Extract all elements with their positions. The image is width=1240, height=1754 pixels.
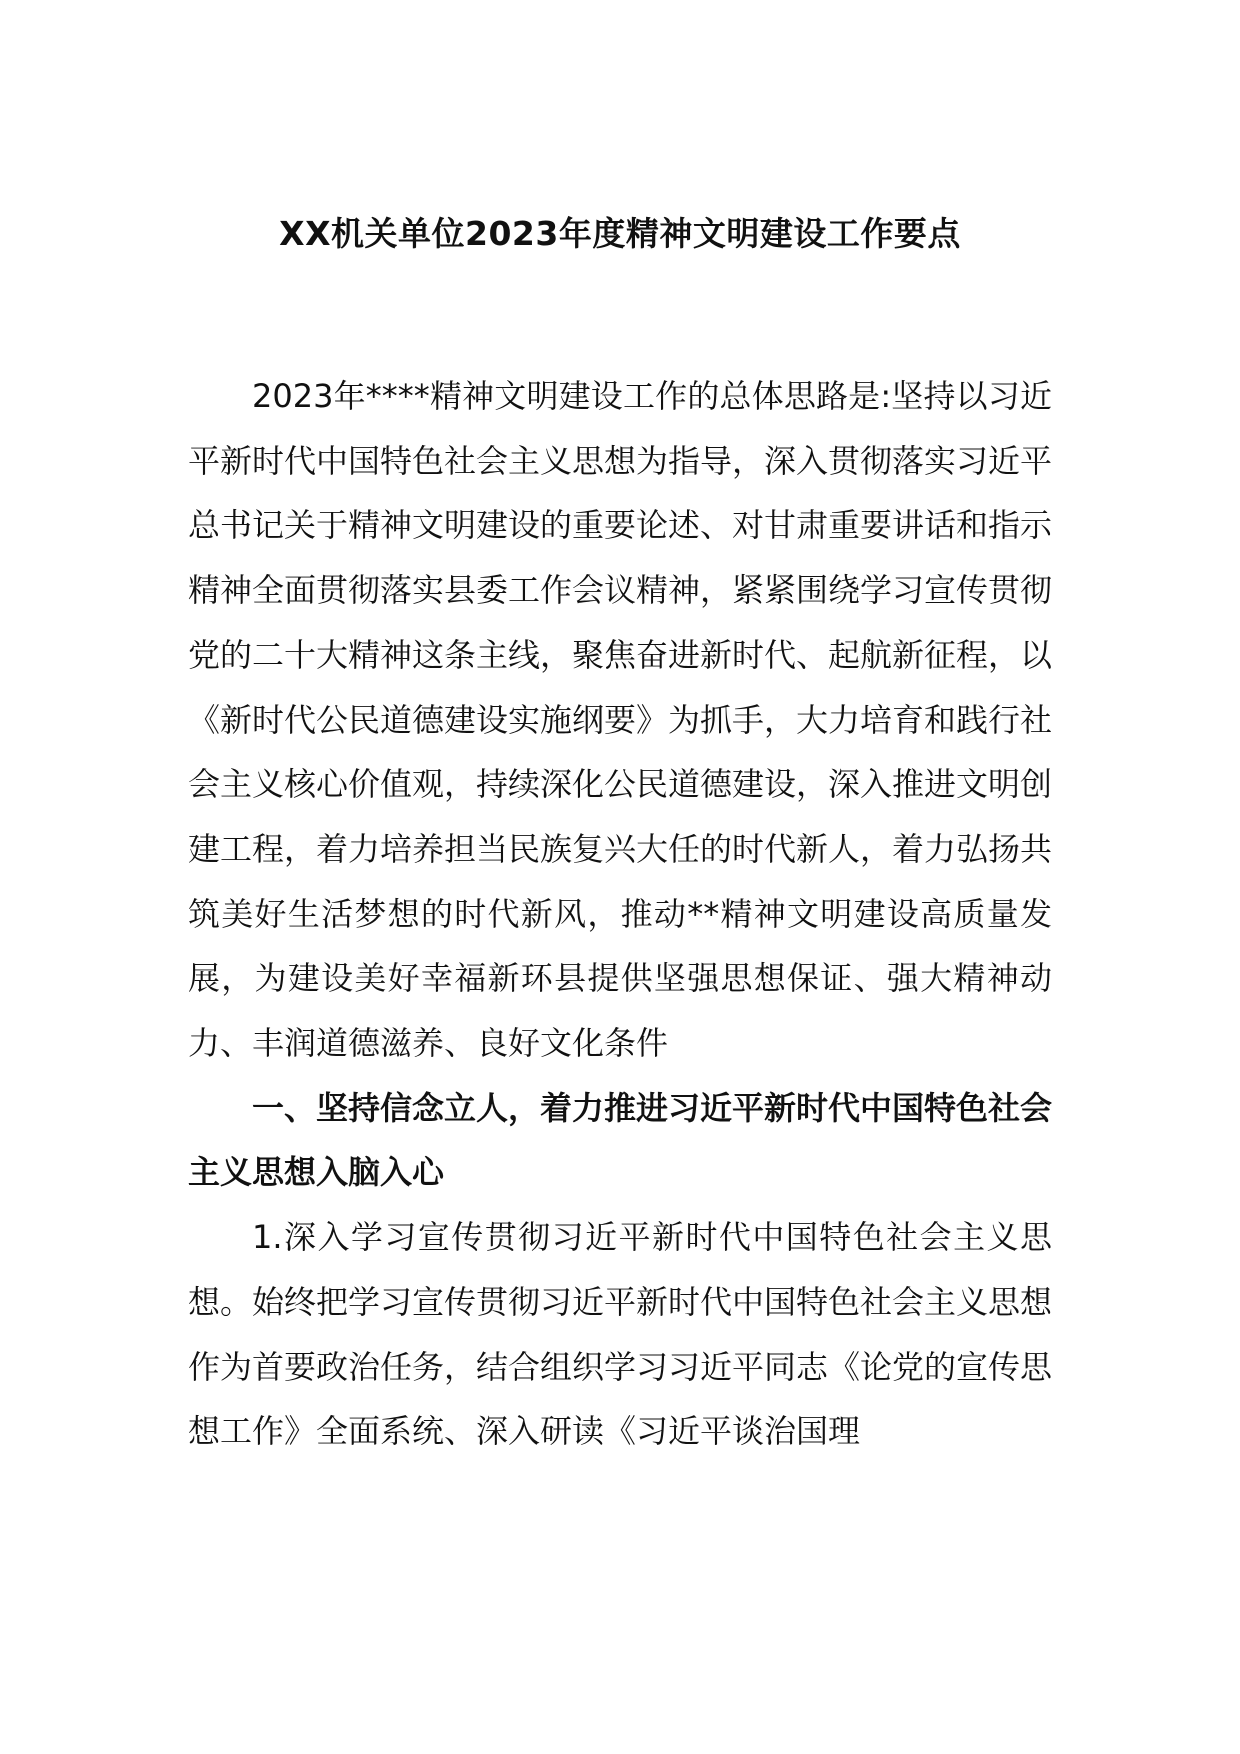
document-body: [188, 364, 1052, 1464]
intro-paragraph: 2023年****精神文明建设工作的总体思路是:坚持以习近平新时代中国特色社会主义思想为指导，深入贯彻落实习近平总书记关于精神文明建设的重要论述、对甘肃重要讲话和指示精神全面贯彻落实县委工作会议精神，紧紧围绕学习宣传贯彻党的二十大精神这条主线，聚焦奋进新时代、起航新征程，以《新时代公民道德建设实施纲要》为抓手，大力培育和践行社会主义核心价值观，持续深化公民道德建设，深入推进文明创建工程，着力培养担当民族复兴大任的时代新人，着力弘扬共筑美好生活梦想的时代新风，推动**精神文明建设高质量发展，为建设美好幸福新环县提供坚强思想保证、强大精神动力、丰润道德滋养、良好文化条件: [188, 377, 1053, 1063]
section-heading-1: 一、坚持信念立人，着力推进习近平新时代中国特色社会主义思想入脑入心: [188, 1088, 1053, 1192]
section-item-1: 1.深入学习宣传贯彻习近平新时代中国特色社会主义思想。始终把学习宣传贯彻习近平新时代中国特色社会主义思想作为首要政治任务，结合组织学习习近平同志《论党的宣传思想工作》全面系统、深入研读《习近平谈治国理: [188, 1218, 1053, 1451]
document-title: XX机关单位2023年度精神文明建设工作要点: [279, 214, 961, 253]
